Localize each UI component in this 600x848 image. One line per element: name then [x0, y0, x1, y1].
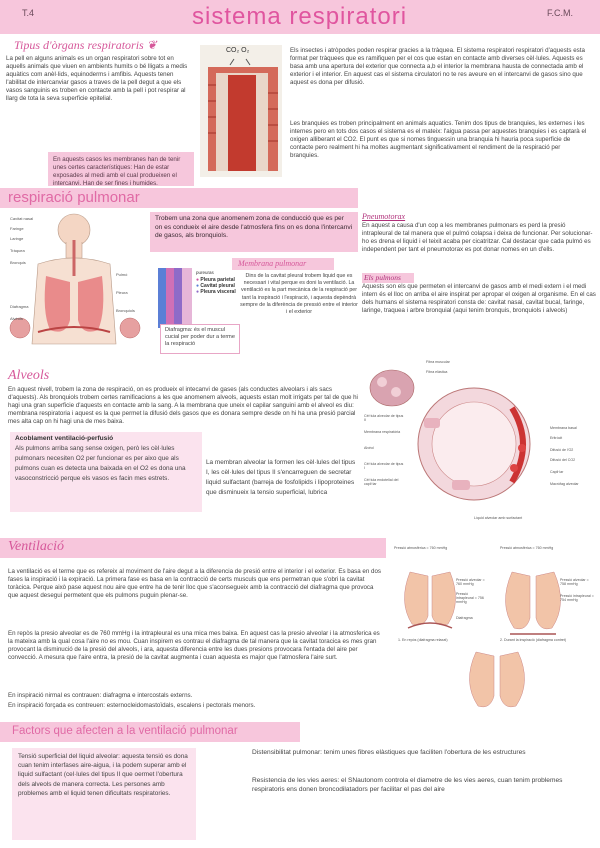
- alveoli-label-5: Cèl·lula alveolar de tipus I: [364, 462, 404, 470]
- membrana-alveolar-text: La membran alveolar la formen les cèl·lules del tipus I, les cèl·lules del tipus II s'encarreguen de secretar liquid sulfactant (barreja de fosfolipids i lipoproteines que disminueix la tensio superficial, lubrica: [206, 459, 356, 496]
- anatomy-label-3: Tràquea: [10, 248, 25, 253]
- vent-label-3: Diafragma: [456, 616, 473, 620]
- alveoli-label-3: Membrana respiratòria: [364, 430, 401, 434]
- tipus-title: [14, 38, 157, 53]
- pulmons-text: Aquests son els que permeten el intercanvi de gasos amb el medi extern i el medi intern és el lloc on arriba el aire inspirat per apropar el oxigen al organisme. En el cas dels humans el sistema respiratori consta de: cavitat nasal, cavitat bucal, faringe, laringe, traquea i arbre bronquial (aqui tenim bronquis, bronquiols i alveols): [362, 283, 596, 314]
- skin-diagram: [200, 45, 282, 177]
- ventilation-diagram: [390, 542, 596, 720]
- anatomy-diagram: [4, 212, 146, 350]
- alveoli-label-9: Difusió de l'O2: [550, 448, 574, 452]
- ventilacio-p4: En inspiració forçada es contreuen: esternocleidomastoïdals, escalens i pectorals menors.: [8, 702, 256, 709]
- tipus-box-text: En aquests casos les membranes han de tenir unes certes característiques: Han de estar exposades al medi amb el cual produeixen el intercanvi. Han de ser fines i humides.: [53, 156, 181, 187]
- alveoli-label-8: Eritròcit: [550, 436, 563, 440]
- vent-label-8: Pressió intrapleural = 754 mmHg: [560, 594, 594, 602]
- vent-label-7: Pressió alveolar = 758 mmHg: [560, 578, 589, 586]
- pleura-legend-label: Pleura visceral: [200, 289, 236, 295]
- alveoli-label-11: Capil·lar: [550, 470, 564, 474]
- alveoli-label-6: Cèl·lula endotelial del capil·lar: [364, 478, 399, 486]
- header-autor: F.C.M.: [547, 8, 573, 18]
- alveoli-label-2: Cèl·lula alveolar de tipus II: [364, 414, 404, 422]
- pleura-legend-item: ● Cavitat pleural: [196, 283, 235, 289]
- ventilacio-p1: La ventilació es el terme que es refereix al moviment de l'aire degut a la diferencia de presió entre el interior i el exterior. Es basa en dos fases la inspiració i la expiració. La primera fase es basa en la contracció de certs musculs que ens permetran que s'obri la cavitat toràcica. Perque això pase aquest nou aire que entre ha de tenir lloc que s'aconsegueix amb la contracció del diafragma que provoca que aquest desegui permetent que els pulmons puguin plenar-se.: [8, 568, 381, 599]
- pneumotorax-text: En aquest a causa d'un cop a les membranes pulmonars es perd la presió intrapleural de tal manera que el pulmó colapsa i deixa de funcionar. Per solucionar-ho es drena el liquid i el teixit acaba per cicatritzar. Cal destacar que cada pulmó es independent per tant el pneumotorax es pot donar nomes en un d'ells.: [362, 222, 593, 253]
- vent-label-0: Pressió atmosfèrica = 760 mmHg: [394, 546, 448, 550]
- conduccio-text: Trobem una zona que anomenem zona de conducció que es per on es condueix el aire desde l'atmosfera fins on es dona l'intercanvi de gasos, als bronquiols.: [155, 215, 353, 239]
- pleura-legend-title: pureuras: [196, 270, 214, 275]
- header-tema: T.4: [22, 8, 35, 18]
- ventilacio-p3: En inspiració nirmal es contrauen: diafragma e intercostals externs.: [8, 692, 193, 699]
- diafragma-box: [160, 324, 240, 354]
- membrana-title: Membrana pulmonar: [238, 259, 307, 268]
- page-title: sistema respiratori: [192, 3, 408, 30]
- tipus-text: La pell en alguns animals es un organ respiratori sobre tot en aquells animals que viuen en ambients humits o bé lligats a medis aquàtics com anèl·lids, equinoderms i amfibis. Aquests tenen l'abilitat de intercanviar gasos a traves de la pell degut a que els vasos sanguinis es troben en contacte amb la pell i pot respirar al llarg de tota la seva superficie epitelial.: [6, 55, 188, 102]
- ventilacio-title: Ventilació: [8, 539, 64, 554]
- alveols-title: Alveols: [8, 368, 50, 383]
- vent-label-1: Pressió alveolar = 760 mmHg: [456, 578, 485, 586]
- anatomy-label-9: Alvèols: [10, 316, 23, 321]
- pleura-legend-label: Cavitat pleural: [200, 283, 235, 289]
- anatomy-label-4: Bronquis: [10, 260, 26, 265]
- alveoli-label-7: Membrana basal: [550, 426, 577, 430]
- pleura-diagram: [152, 268, 198, 328]
- skin-gas-label: CO₂ O₂: [226, 47, 250, 54]
- tipus-title-text: Tipus d'òrgans respiratoris: [14, 38, 144, 52]
- alveoli-label-0: Fibra muscular: [426, 360, 450, 364]
- pleura-legend: [196, 270, 238, 295]
- alveoli-label-12: Macròfag alveolar: [550, 482, 579, 486]
- alveols-text: En aquest nivell, trobem la zona de respiració, on es produeix el intecanvi de gases (als conductes alveolars i als sacs d'aquests). Als bronquiols trobem certes ramificacions a les que anomenem alveols, aquests estan molt irrigats per tal de que hi hagi una gran superficie d'aquests en contacte amb la sang. A la membrana que uneix el capilar sanguini amb el alveol es diu: membrana respiratoria i aquest es la que permet la difusió dels gasos que es donara sempre desde on hi ha una presió parcial mes alta cap on hi hagi una de mes baixa.: [8, 386, 358, 425]
- figure-skin: [200, 45, 282, 177]
- anatomy-label-8: Bronquiols: [116, 308, 135, 313]
- tipus-box: [48, 152, 194, 186]
- cavitat-text: Dins de la cavitat pleural trobem liquid que es necessari i vital perque es doni la ventilació. La ventilació es la part mecànica de la respiració per tant la inspiració i l'espiració, i aquesta depèndrà sempre de la diferència de pressió entre el interior i el exterior: [240, 273, 358, 316]
- pulmons-title: Els pulmons: [364, 273, 401, 282]
- anatomy-label-5: Pulmó: [116, 272, 128, 277]
- figure-alveoli: [362, 348, 596, 526]
- vent-label-5: 2. Durant la inspiració (diafragma contret): [500, 638, 567, 642]
- pleura-legend-item: ● Pleura visceral: [196, 289, 236, 295]
- insectes-p1: Els insectes i atròpodes poden respirar gracies a la tràquea. El sistema respiratori respiratori d'aquests esta format per tràquees que es ramifiquen per el cos que estan en contacte amb diverses cèl·lules. Aquests es basa amb una apertura del exterior que connecta a,b el interior la membrana hausta de connectada amb el exterior i el interior. En aquest cas el sistema circulatori no te res aveure en el intercanvi de gasos sino que aquest es dona per difusió.: [290, 47, 585, 86]
- pulmonar-title: respiració pulmonar: [8, 189, 140, 206]
- pleura-legend-label: Pleura parietal: [200, 277, 235, 283]
- acoblament-title: Acoblament ventilació-perfusió: [15, 435, 114, 442]
- vent-label-4: 1. En repòs (diafragma relaxat): [398, 638, 448, 642]
- tensio-box: [12, 748, 196, 840]
- factors-title: Factors que afecten a la ventilació pulmonar: [12, 725, 238, 737]
- tensio-text: Tensió superficial del liquid alveolar: aquesta tensió es dona cuan tenim interfases aire-aigua, i la podem superar amb el liquid sulfactant (cel·lules del tipus II que oermet l'obertura dels alveols de manera correcta. Les persones amb problemes amb el liquid tenen dificultats respiratories.: [18, 753, 188, 797]
- alveoli-label-4: Alvèol: [364, 446, 374, 450]
- vent-label-6: Pressió atmosfèrica = 760 mmHg: [500, 546, 554, 550]
- anatomy-label-0: Cavitat nasal: [10, 216, 34, 221]
- lungs-icon: ❦: [146, 38, 157, 52]
- alveoli-label-10: Difusió del CO2: [550, 458, 576, 462]
- ventilacio-p2: En repòs la presio alveolar es de 760 mmHg i la intrapleural es una mica mes baixa. En aquest cas la presio alveolar i la atmosferica es la mateixa amb la qual cosa l'aire no es mou. Cuan inspirem es contrau el diafragma de tal manera que la cavitat toracica es mes gran provocant la disminució de la presió del alveols, i ara, aquesta diferencia entre les dues presions provocara l'entada del aire per convecció. A mesura que l'aire entra, la presió de la cavitat augmenta i cuan aquesta es major que l'atmosfera l'aire surt.: [8, 630, 380, 661]
- pneumotorax-title: Pneumotorax: [362, 212, 406, 221]
- pleura-legend-item: ● Pleura parietal: [196, 277, 235, 283]
- anatomy-label-2: Laringe: [10, 236, 24, 241]
- alveoli-label-1: Fibra elàstica: [426, 370, 448, 374]
- anatomy-label-7: Pleura: [116, 290, 128, 295]
- insectes-p2: Les branquies es troben principalment en animals aquatics. Tenim dos tipus de branquies, les externes i les internes pero en tots dos casos el sistema es el mateix: l'aigua passa per aquestes branquies i es captarà el oxigen alliberant el CO2. El punt es que si nomes tinguessin una branquia hi hauria poca superficie de contacte pero realment hi ha moltes augmentant significativament el rendiment de la respiració per branquies.: [290, 120, 587, 159]
- acoblament-text: Als pulmons arriba sang sense oxigen, però les cèl·lules pulmonars necesiten O2 per funcionar es per aixo que als pulmons cuan es detecta una baixada en el O2 es dona una vasoconstricció perque els vasos es facin mes estrets.: [15, 445, 186, 482]
- vent-label-2: Pressió intrapleural = 756 mmHg: [456, 592, 484, 604]
- figure-ventilation: [390, 542, 596, 720]
- resistencia-text: Resistencia de les vies aeres: el SNautonom controla el diametre de les vies aeres, cuan tenim problemes respiratoris ens donen broncodilatadors per facilitar el pas del aire: [252, 777, 563, 793]
- acoblament-box: [10, 432, 202, 512]
- distensibilitat-text: Distensibilitat pulmonar: tenim unes fibres elàstiques que faciliten l'obertura de les estructures: [252, 749, 526, 756]
- diafragma-text: Diafragma: és el muscul cucial per poder dur a terme la respiració: [165, 327, 235, 348]
- anatomy-label-6: Diafragma: [10, 304, 29, 309]
- anatomy-label-1: Faringe: [10, 226, 24, 231]
- conduccio-box: [150, 212, 358, 252]
- figure-anatomy: [4, 212, 146, 350]
- alveoli-label-13: Líquid alveolar amb surfactant: [474, 516, 523, 520]
